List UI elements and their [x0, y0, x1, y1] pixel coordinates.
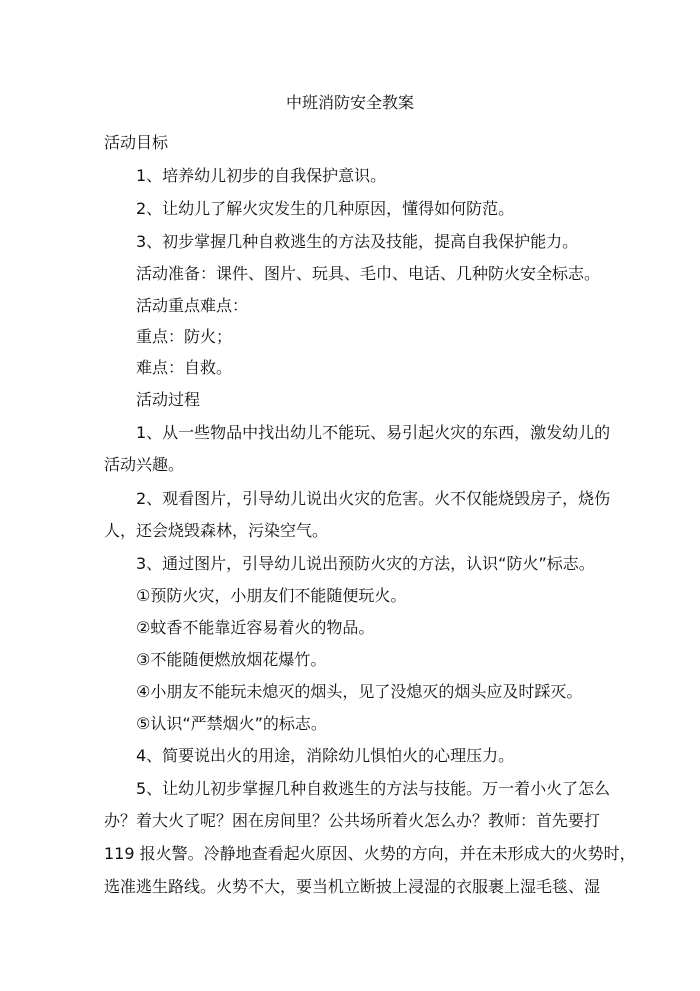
goal-item-1: 1、培养幼儿初步的自我保护意识。 — [136, 166, 387, 185]
step-3-item-2: ②蚊香不能靠近容易着火的物品。 — [136, 618, 375, 637]
step-2-line-1: 2、观看图片，引导幼儿说出火灾的危害。火不仅能烧毁房子，烧伤 — [136, 489, 611, 508]
step-3-item-3: ③不能随便燃放烟花爆竹。 — [136, 650, 327, 669]
preparation-text: 活动准备：课件、图片、玩具、毛巾、电话、几种防火安全标志。 — [136, 264, 601, 283]
step-3-item-4: ④小朋友不能玩未熄灭的烟头，见了没熄灭的烟头应及时踩灭。 — [136, 682, 583, 701]
document-title: 中班消防安全教案 — [285, 93, 414, 112]
step-1-line-2: 活动兴趣。 — [104, 455, 185, 474]
key-point-text: 重点：防火； — [136, 327, 233, 346]
step-3-item-5: ⑤认识“严禁烟火”的标志。 — [136, 714, 327, 733]
step-5-line-3: 119 报火警。冷静地查看起火原因、火势的方向，并在未形成大的火势时， — [104, 844, 636, 863]
goal-item-2: 2、让幼儿了解火灾发生的几种原因，懂得如何防范。 — [136, 199, 515, 218]
step-2-line-2: 人，还会烧毁森林，污染空气。 — [104, 521, 329, 540]
step-4-text: 4、简要说出火的用途，消除幼儿惧怕火的心理压力。 — [136, 746, 515, 765]
section-heading-goals: 活动目标 — [104, 133, 169, 152]
step-5-line-2: 办？着大火了呢？困在房间里？公共场所着火怎么办？教师：首先要打 — [104, 811, 601, 830]
difficult-point-text: 难点：自救。 — [136, 358, 233, 377]
step-5-line-4: 选准逃生路线。火势不大，要当机立断披上浸湿的衣服裹上湿毛毯、湿 — [104, 877, 601, 896]
step-3-item-1: ①预防火灾，小朋友们不能随便玩火。 — [136, 586, 407, 605]
goal-item-3: 3、初步掌握几种自救逃生的方法及技能，提高自我保护能力。 — [136, 232, 579, 251]
step-1-line-1: 1、从一些物品中找出幼儿不能玩、易引起火灾的东西，激发幼儿的 — [136, 423, 611, 442]
step-3-text: 3、通过图片，引导幼儿说出预防火灾的方法，认识“防火”标志。 — [136, 554, 595, 573]
step-5-line-1: 5、让幼儿初步掌握几种自救逃生的方法与技能。万一着小火了怎么 — [136, 779, 611, 798]
key-points-heading: 活动重点难点： — [136, 296, 249, 315]
process-heading: 活动过程 — [136, 390, 201, 409]
